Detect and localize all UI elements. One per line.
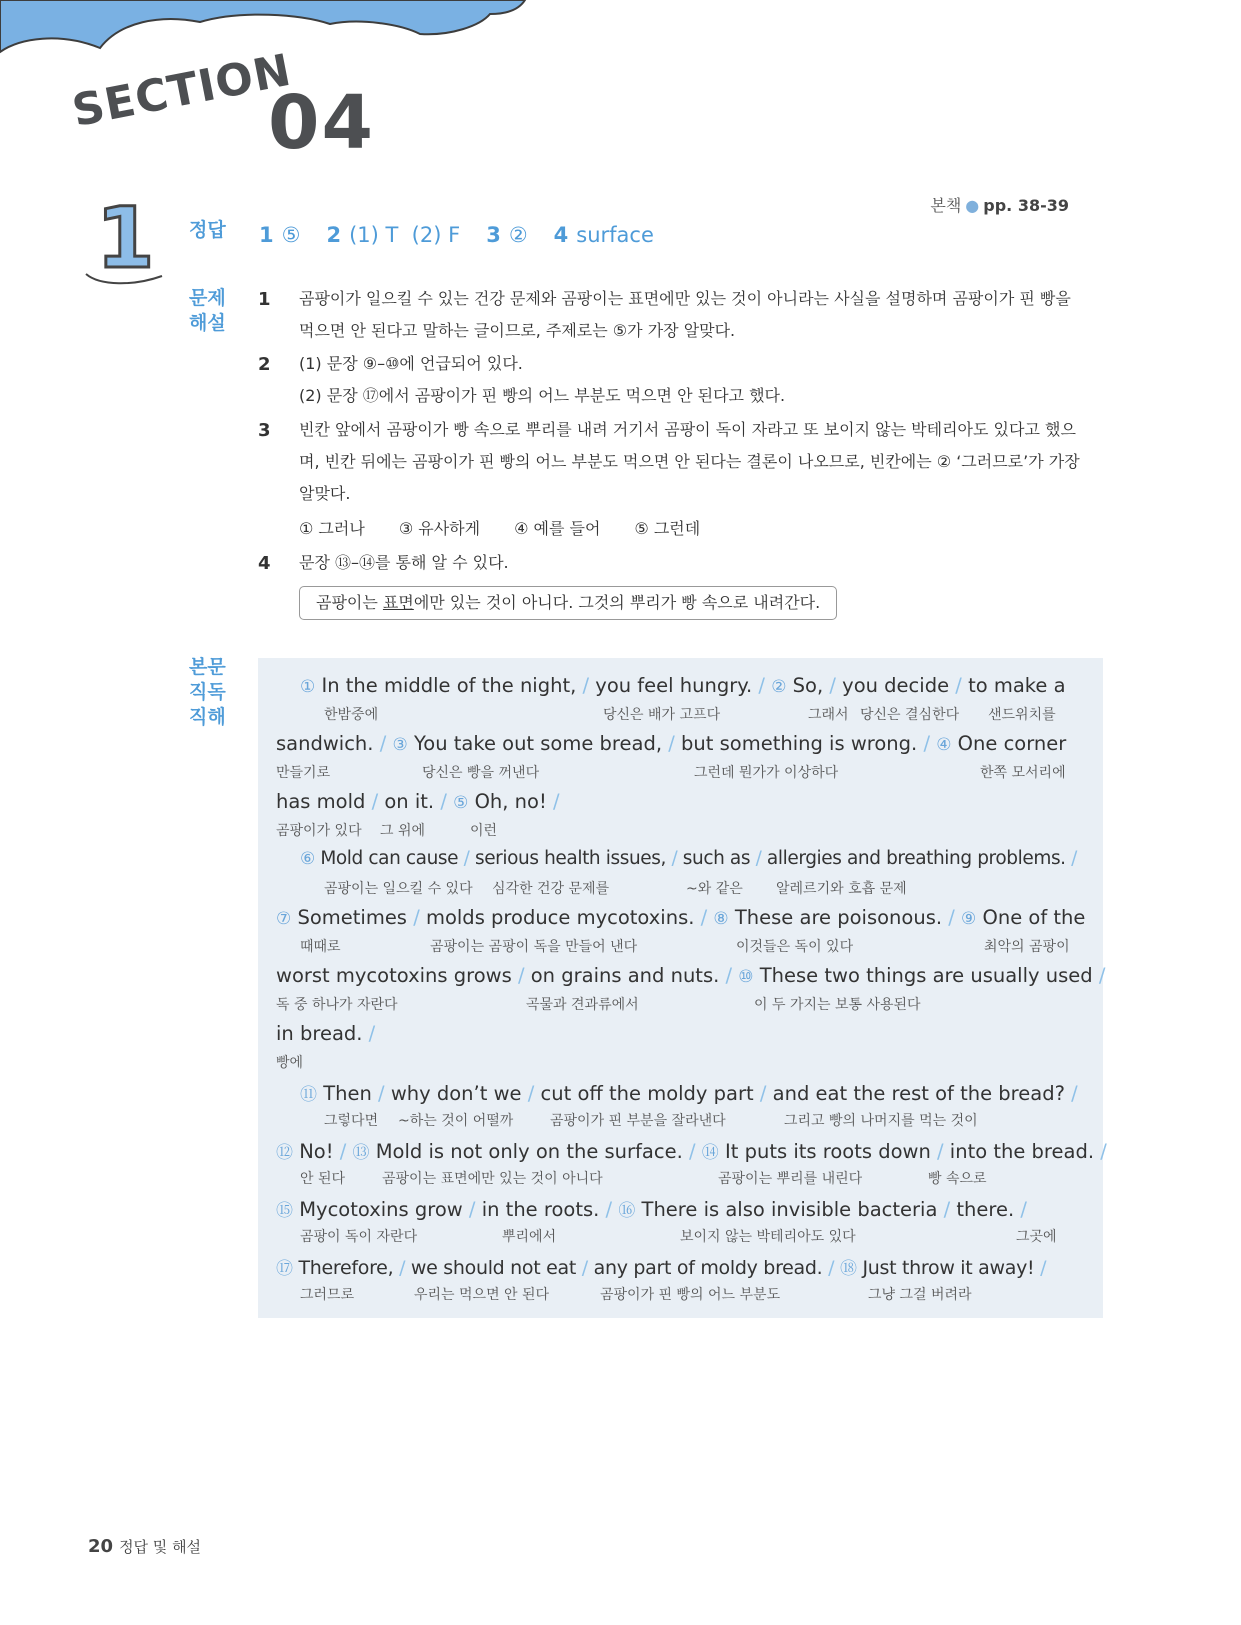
reading-line-8: ⑪ Then / why don’t we / cut off the moldy part / and eat the rest of the bread? / (300, 1082, 1078, 1105)
unit-number-swoosh (84, 266, 166, 290)
gloss: 안 된다 (300, 1171, 346, 1187)
reading-line-7: in bread. / (276, 1022, 376, 1045)
q4-number: 4 (258, 553, 271, 574)
gloss: 이 두 가지는 보통 사용된다 (754, 997, 921, 1013)
gloss: 그러므로 (300, 1287, 355, 1303)
gloss: 곰팡이는 일으킬 수 있다 (324, 881, 473, 897)
unit-number: 1 (96, 189, 155, 287)
answer-row: 1 ⑤ 2 (1) T (2) F 3 ② 4 surface (259, 223, 654, 247)
reading-line-10: ⑮ Mycotoxins grow / in the roots. / ⑯ There is also invisible bacteria / there. / (276, 1198, 1027, 1221)
reading-line-11: ⑰ Therefore, / we should not eat / any part of moldy bread. / ⑱ Just throw it away! / (276, 1257, 1047, 1279)
reading-line-3: has mold / on it. / ⑤ Oh, no! / (276, 790, 560, 813)
answers-label: 정답 (189, 219, 226, 241)
gloss: 당신은 결심한다 (860, 707, 960, 723)
gloss: 그냥 그걸 버려라 (868, 1287, 972, 1303)
reading-line-5: ⑦ Sometimes / molds produce mycotoxins. / ⑧ These are poisonous. / ⑨ One of the (276, 906, 1086, 929)
q4-text: 문장 ⑬–⑭를 통해 알 수 있다. (299, 553, 509, 572)
gloss: 당신은 배가 고프다 (603, 707, 721, 723)
gloss: 빵 속으로 (928, 1171, 987, 1187)
gloss: 이런 (470, 823, 498, 839)
gloss: 곰팡이가 핀 빵의 어느 부분도 (600, 1287, 781, 1303)
gloss: 곰팡이는 뿌리를 내린다 (718, 1171, 863, 1187)
gloss: 당신은 빵을 꺼낸다 (422, 765, 540, 781)
explanation-label: 문제 해설 (189, 287, 226, 334)
reading-panel (258, 658, 1107, 1318)
gloss: 곡물과 견과류에서 (526, 997, 639, 1013)
q1-number: 1 (258, 289, 271, 310)
q3-text: 빈칸 앞에서 곰팡이가 빵 속으로 뿌리를 내려 거기서 곰팡이 독이 자라고 또 보이지 않는 박테리아도 있다고 했으 며, 빈칸 뒤에는 곰팡이가 핀 빵의 어느 부분도 먹으면 안 된다는 결론이 나오므로, 빈칸에는 ② ‘그러므로’가 가장 알맞다. (299, 420, 1080, 503)
gloss: 심각한 건강 문제를 (492, 881, 610, 897)
gloss: 만들기로 (276, 765, 331, 781)
q4-summary-box: 곰팡이는 표면에만 있는 것이 아니다. 그것의 뿌리가 빵 속으로 내려간다. (299, 586, 837, 620)
gloss: 알레르기와 호흡 문제 (776, 881, 907, 897)
gloss: 뿌리에서 (502, 1229, 557, 1245)
reading-line-6: worst mycotoxins grows / on grains and nuts. / ⑩ These two things are usually used / (276, 964, 1106, 987)
reading-line-1: ① In the middle of the night, / you feel hungry. / ② So, / you decide / to make a (300, 674, 1066, 697)
q3-options: ① 그러나 ③ 유사하게 ④ 예를 들어 ⑤ 그런데 (299, 519, 701, 538)
reading-line-9: ⑫ No! / ⑬ Mold is not only on the surface. / ⑭ It puts its roots down / into the bread. / (276, 1140, 1107, 1163)
gloss: 그리고 빵의 나머지를 먹는 것이 (784, 1113, 978, 1129)
gloss: 그래서 (808, 707, 849, 723)
gloss: 곰팡이 독이 자란다 (300, 1229, 418, 1245)
gloss: 빵에 (276, 1055, 304, 1071)
gloss: 샌드위치를 (988, 707, 1056, 723)
q2-number: 2 (258, 354, 271, 375)
gloss: 곰팡이는 표면에만 있는 것이 아니다 (382, 1171, 603, 1187)
gloss: 한쪽 모서리에 (980, 765, 1066, 781)
q1-text: 곰팡이가 일으킬 수 있는 건강 문제와 곰팡이는 표면에만 있는 것이 아니라는 사실을 설명하며 곰팡이가 핀 빵을 먹으면 안 된다고 말하는 글이므로, 주제로는 ⑤가 가장 알맞다. (299, 289, 1071, 340)
gloss: 독 중 하나가 자란다 (276, 997, 398, 1013)
gloss: ~와 같은 (686, 881, 743, 897)
gloss: 그런데 뭔가가 이상하다 (694, 765, 839, 781)
gloss: 그곳에 (1016, 1229, 1057, 1245)
section-number: 04 (268, 80, 375, 166)
gloss: 곰팡이가 핀 부분을 잘라낸다 (550, 1113, 726, 1129)
page-footer: 20 정답 및 해설 (88, 1536, 202, 1557)
gloss: 곰팡이가 있다 (276, 823, 362, 839)
reading-line-2: sandwich. / ③ You take out some bread, / but something is wrong. / ④ One corner (276, 732, 1067, 755)
gloss: 때때로 (300, 939, 341, 955)
gloss: 보이지 않는 박테리아도 있다 (680, 1229, 856, 1245)
q3-number: 3 (258, 420, 271, 441)
page-reference: 본책 ● pp. 38-39 (930, 196, 1069, 215)
gloss: 그 위에 (380, 823, 426, 839)
reading-line-4: ⑥ Mold can cause / serious health issues, / such as / allergies and breathing problems. / (300, 848, 1077, 869)
gloss: 한밤중에 (324, 707, 379, 723)
gloss: 최악의 곰팡이 (984, 939, 1070, 955)
reading-label: 본문 직독 직해 (189, 656, 226, 728)
gloss: 그렇다면 (324, 1113, 379, 1129)
gloss: 이것들은 독이 있다 (736, 939, 854, 955)
section-word: SECTION (68, 44, 296, 137)
gloss: 우리는 먹으면 안 된다 (414, 1287, 550, 1303)
gloss: ~하는 것이 어떨까 (398, 1113, 514, 1129)
q2-text: (1) 문장 ⑨–⑩에 언급되어 있다. (2) 문장 ⑰에서 곰팡이가 핀 빵의 어느 부분도 먹으면 안 된다고 했다. (299, 354, 786, 405)
gloss: 곰팡이는 곰팡이 독을 만들어 낸다 (430, 939, 638, 955)
